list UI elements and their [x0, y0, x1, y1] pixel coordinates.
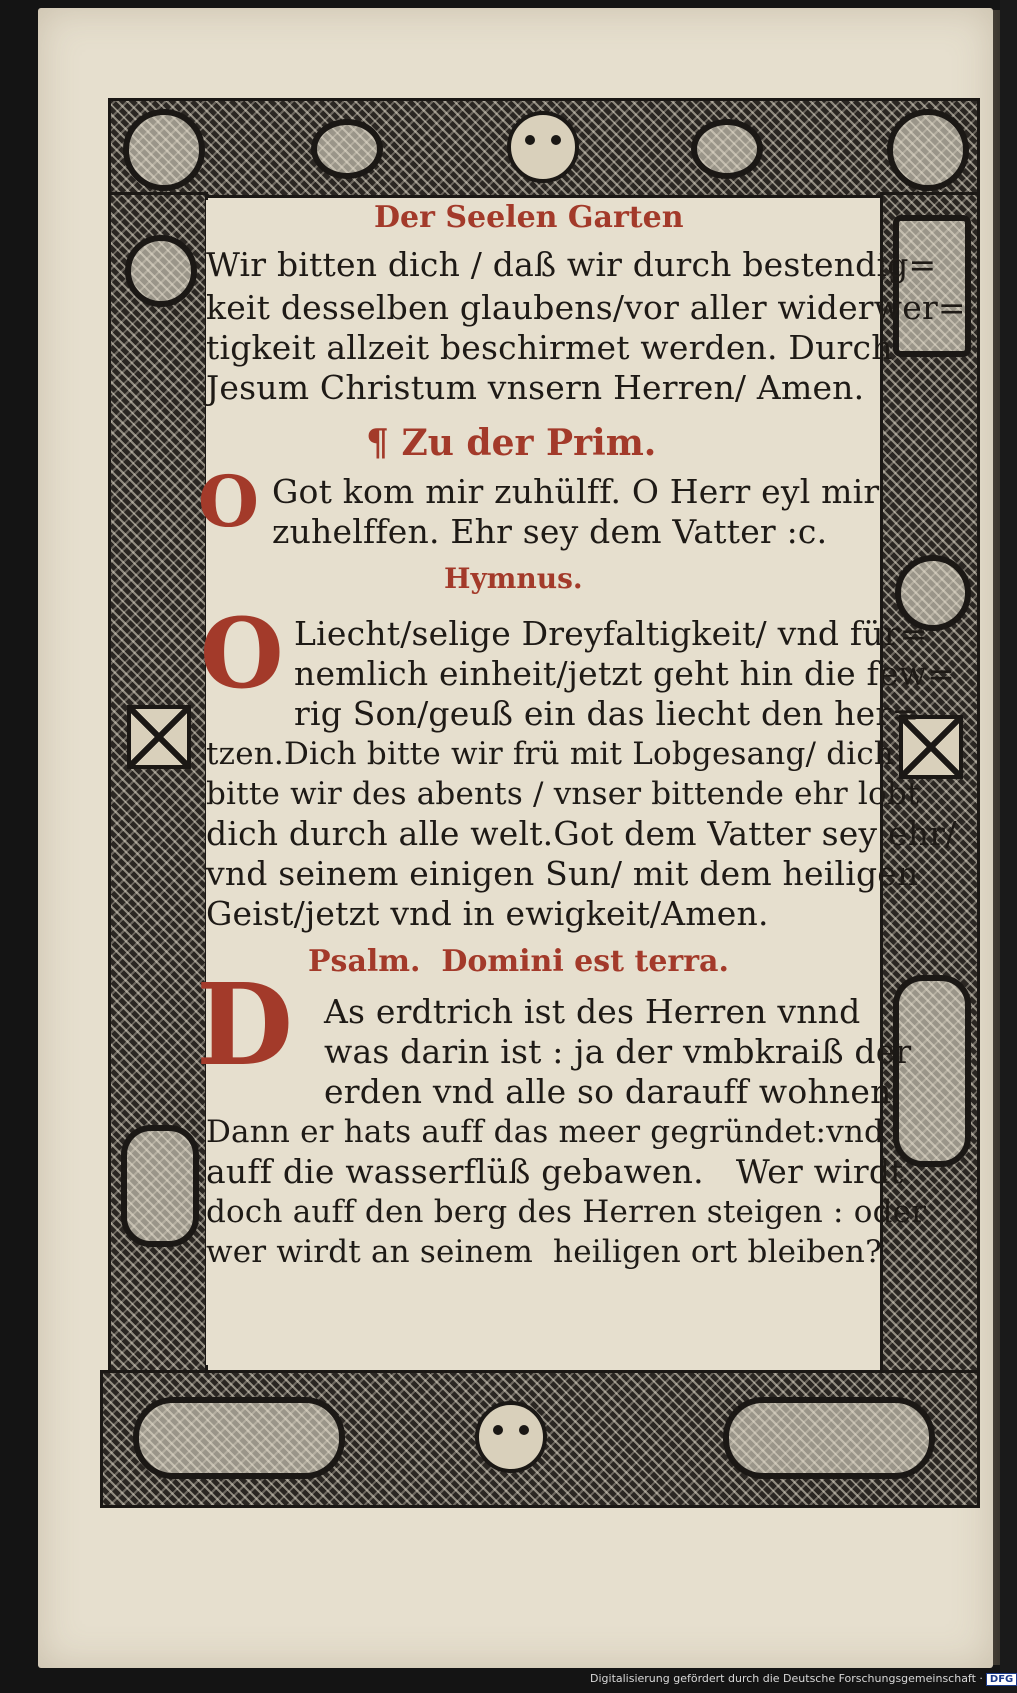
trophy-ornament — [125, 235, 197, 307]
text-line: wer wirdt an seinem heiligen ort bleiben? — [206, 1234, 882, 1270]
text-line: Liecht/selige Dreyfaltigkeit/ vnd für= — [294, 614, 928, 653]
reclining-figure-ornament — [723, 1397, 935, 1479]
text-line: vnd seinem einigen Sun/ mit dem heiligen — [206, 854, 919, 893]
fruit-ornament — [311, 119, 383, 179]
scroll-ornament — [123, 109, 205, 191]
digitization-credit — [590, 1672, 1014, 1688]
woodcut-border-left — [108, 192, 208, 1376]
text-block — [196, 200, 966, 1365]
text-line: As erdtrich ist des Herren vnnd — [324, 992, 861, 1031]
text-line: Dann er hats auff das meer gegründet:vnd — [206, 1114, 885, 1150]
text-line: rig Son/geuß ein das liecht den her= — [294, 694, 920, 733]
initial-letter: O — [198, 460, 259, 543]
text-line: Wir bitten dich / daß wir durch bestendig= — [206, 245, 937, 284]
shield-ornament — [121, 1125, 199, 1247]
dfg-logo: DFG — [986, 1673, 1017, 1686]
text-line: was darin ist : ja der vmbkraiß der — [324, 1032, 912, 1071]
initial-letter: D — [196, 960, 294, 1091]
text-line: tigkeit allzeit beschirmet werden. Durch — [206, 328, 893, 367]
text-line: bitte wir des abents / vnser bittende ehr lobt — [206, 776, 920, 812]
hymn-heading: Hymnus. — [444, 562, 583, 595]
text-line: Jesum Christum vnsern Herren/ Amen. — [206, 368, 865, 407]
text-line: Geist/jetzt vnd in ewigkeit/Amen. — [206, 894, 769, 933]
initial-letter: O — [200, 597, 284, 710]
running-title: Der Seelen Garten — [374, 200, 684, 235]
text-line: auff die wasserflüß gebawen. Wer wirdt — [206, 1152, 904, 1191]
fruit-ornament — [691, 119, 763, 179]
scroll-ornament — [887, 109, 969, 191]
woodcut-border-top — [108, 98, 980, 198]
lattice-ornament — [127, 705, 191, 769]
text-line: zuhelffen. Ehr sey dem Vatter :c. — [272, 512, 828, 551]
text-line: nemlich einheit/jetzt geht hin die few= — [294, 654, 955, 693]
credit-text: Digitalisierung gefördert durch die Deutsche Forschungsgemeinschaft · — [590, 1672, 983, 1685]
text-line: erden vnd alle so darauff wohnen. — [324, 1072, 903, 1111]
text-line: Got kom mir zuhülff. O Herr eyl mir — [272, 472, 880, 511]
mask-face-ornament — [475, 1401, 547, 1473]
reclining-figure-ornament — [133, 1397, 345, 1479]
text-line: tzen.Dich bitte wir frü mit Lobgesang/ dich — [206, 736, 895, 772]
cherub-face-ornament — [507, 111, 579, 183]
text-line: keit desselben glaubens/vor aller widerwer= — [206, 288, 966, 327]
text-line: dich durch alle welt.Got dem Vatter sey ehr/ — [206, 814, 957, 853]
section-heading: ¶ Zu der Prim. — [366, 422, 657, 464]
text-line: doch auff den berg des Herren steigen : oder — [206, 1194, 927, 1230]
psalm-heading: Psalm. Domini est terra. — [308, 944, 729, 979]
woodcut-border-bottom — [100, 1370, 980, 1508]
vase-ornament — [893, 215, 971, 357]
